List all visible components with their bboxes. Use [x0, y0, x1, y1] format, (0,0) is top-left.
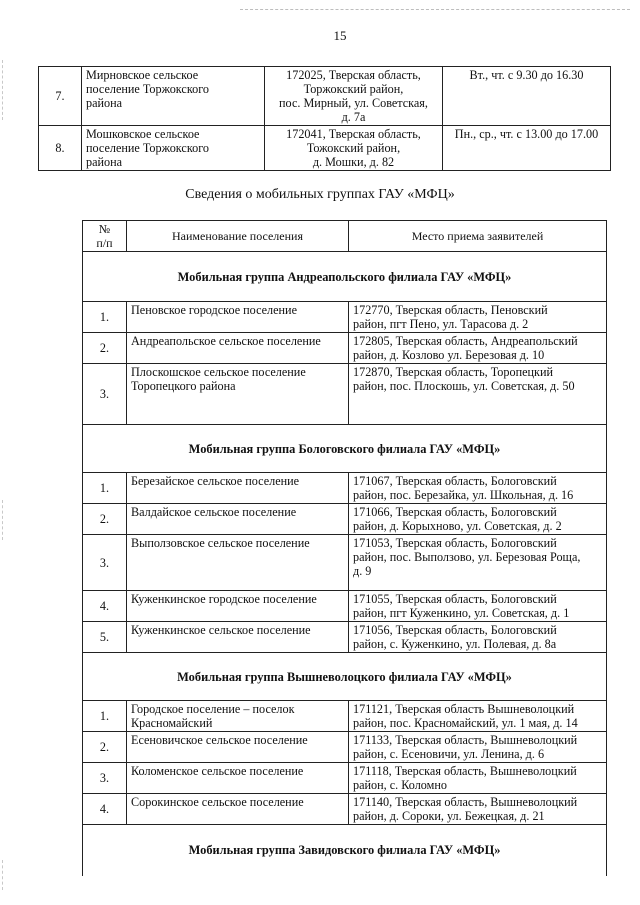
settlement-name-line: Куженкинское сельское поселение	[131, 623, 311, 637]
group-row	[83, 252, 607, 302]
reception-place-line: район, пгт Пено, ул. Тарасова д. 2	[353, 317, 529, 331]
settlement-name	[127, 473, 349, 504]
group-row	[83, 825, 607, 876]
address-line: д. Мошки, д. 82	[312, 155, 395, 169]
row-number: 3.	[83, 364, 127, 425]
scan-edge-left	[2, 60, 3, 120]
settlement-name-line: Красномайский	[131, 716, 213, 730]
row-number: 4.	[83, 794, 127, 825]
group-row	[83, 425, 607, 473]
row-number: 1.	[83, 473, 127, 504]
row-number: 1.	[83, 302, 127, 333]
group-title: Мобильная группа Вышневолоцкого филиала ГАУ «МФЦ»	[83, 653, 607, 701]
table-header-row	[83, 221, 607, 252]
reception-place-line: 171140, Тверская область, Вышневолоцкий	[353, 795, 578, 809]
reception-place-line: район, с. Куженкино, ул. Полевая, д. 8а	[353, 637, 557, 651]
settlement-name	[127, 333, 349, 364]
reception-place	[349, 732, 607, 763]
reception-place	[349, 504, 607, 535]
table-row	[39, 67, 611, 126]
table-row	[83, 333, 607, 364]
header-place: Место приема заявителей	[349, 221, 607, 252]
table-row	[83, 622, 607, 653]
reception-place-line: район, пос. Плоскошь, ул. Советская, д. 50	[353, 379, 575, 393]
header-name: Наименование поселения	[127, 221, 349, 252]
address-line: Тожокский район,	[306, 141, 401, 155]
reception-place	[349, 763, 607, 794]
reception-place-line: 171066, Тверская область, Бологовский	[353, 505, 557, 519]
settlement-name-line: Коломенское сельское поселение	[131, 764, 304, 778]
settlement-name-line: поселение Торжокского	[86, 82, 210, 96]
settlement-name-line: Городское поселение – поселок	[131, 702, 295, 716]
row-number: 5.	[83, 622, 127, 653]
row-number: 2.	[83, 333, 127, 364]
settlement-name-line: Валдайское сельское поселение	[131, 505, 297, 519]
table-row	[83, 535, 607, 591]
settlement-name-line: Сорокинское сельское поселение	[131, 795, 304, 809]
address	[265, 67, 443, 126]
reception-place-line: район, пос. Красномайский, ул. 1 мая, д. 14	[353, 716, 578, 730]
settlement-name-line: района	[86, 96, 123, 110]
reception-place-line: 172770, Тверская область, Пеновский	[353, 303, 548, 317]
settlement-name	[127, 732, 349, 763]
settlement-name-line: района	[86, 155, 123, 169]
reception-place	[349, 535, 607, 591]
row-number: 3.	[83, 535, 127, 591]
reception-place	[349, 701, 607, 732]
reception-place-line: район, пос. Березайка, ул. Школьная, д. 16	[353, 488, 574, 502]
group-row	[83, 653, 607, 701]
reception-place	[349, 364, 607, 425]
row-number: 1.	[83, 701, 127, 732]
group-title: Мобильная группа Андреапольского филиала ГАУ «МФЦ»	[83, 252, 607, 302]
reception-place-line: район, д. Корыхново, ул. Советская, д. 2	[353, 519, 562, 533]
reception-place-line: 172870, Тверская область, Торопецкий	[353, 365, 553, 379]
settlement-name-line: Плоскошское сельское поселение	[131, 365, 306, 379]
row-number: 2.	[83, 504, 127, 535]
table-row	[39, 126, 611, 171]
address-line: пос. Мирный, ул. Советская,	[279, 96, 428, 110]
reception-place-line: 171053, Тверская область, Бологовский	[353, 536, 557, 550]
settlement-name-line: Есеновичское сельское поселение	[131, 733, 308, 747]
row-number: 2.	[83, 732, 127, 763]
table-row	[83, 504, 607, 535]
table-row	[83, 302, 607, 333]
settlement-name-line: Выползовское сельское поселение	[131, 536, 310, 550]
reception-place-line: 172805, Тверская область, Андреапольский	[353, 334, 578, 348]
table-row	[83, 794, 607, 825]
table-row	[83, 763, 607, 794]
table-row	[83, 591, 607, 622]
reception-place-line: 171056, Тверская область, Бологовский	[353, 623, 557, 637]
table-row	[83, 364, 607, 425]
settlement-name-line: поселение Торжокского	[86, 141, 210, 155]
settlement-name	[127, 364, 349, 425]
row-number: 8.	[39, 126, 82, 171]
reception-place-line: 171133, Тверская область, Вышневолоцкий	[353, 733, 578, 747]
settlement-name-line: Торопецкого района	[131, 379, 236, 393]
address-line: 172041, Тверская область,	[286, 127, 421, 141]
reception-place-line: д. 9	[353, 564, 372, 578]
reception-place	[349, 333, 607, 364]
settlement-name	[82, 67, 265, 126]
group-title: Мобильная группа Бологовского филиала ГАУ «МФЦ»	[83, 425, 607, 473]
settlement-name	[127, 763, 349, 794]
scan-edge-left	[2, 500, 3, 540]
reception-place-line: район, пгт Куженкино, ул. Советская, д. 1	[353, 606, 570, 620]
reception-place-line: район, с. Коломно	[353, 778, 447, 792]
reception-place	[349, 302, 607, 333]
reception-place	[349, 794, 607, 825]
page-number: 15	[333, 28, 347, 43]
settlement-name-line: Мошковское сельское	[86, 127, 200, 141]
settlement-name-line: Мирновское сельское	[86, 68, 199, 82]
row-number: 4.	[83, 591, 127, 622]
settlement-name	[127, 302, 349, 333]
section-title: Сведения о мобильных группах ГАУ «МФЦ»	[185, 187, 455, 202]
branch-schedule-table	[38, 66, 611, 171]
table-row	[83, 473, 607, 504]
reception-place-line: район, пос. Выползово, ул. Березовая Роща,	[353, 550, 581, 564]
reception-place	[349, 591, 607, 622]
reception-place-line: район, д. Сороки, ул. Бежецкая, д. 21	[353, 809, 545, 823]
scan-edge-left	[2, 860, 3, 890]
settlement-name	[82, 126, 265, 171]
row-number: 3.	[83, 763, 127, 794]
reception-place-line: 171067, Тверская область, Бологовский	[353, 474, 557, 488]
settlement-name	[127, 591, 349, 622]
mobile-groups-table	[82, 220, 607, 876]
header-num-line: п/п	[96, 236, 113, 250]
header-num	[83, 221, 127, 252]
scan-edge-top	[240, 9, 630, 10]
settlement-name	[127, 622, 349, 653]
reception-place-line: район, д. Козлово ул. Березовая д. 10	[353, 348, 545, 362]
reception-place-line: 171118, Тверская область, Вышневолоцкий	[353, 764, 577, 778]
settlement-name-line: Пеновское городское поселение	[131, 303, 297, 317]
settlement-name	[127, 794, 349, 825]
address-line: Торжокский район,	[303, 82, 404, 96]
settlement-name-line: Березайское сельское поселение	[131, 474, 300, 488]
settlement-name-line: Андреапольское сельское поселение	[131, 334, 321, 348]
reception-place-line: 171055, Тверская область, Бологовский	[353, 592, 557, 606]
reception-place	[349, 622, 607, 653]
address-line: 172025, Тверская область,	[286, 68, 421, 82]
address	[265, 126, 443, 171]
settlement-name-line: Куженкинское городское поселение	[131, 592, 317, 606]
schedule: Вт., чт. с 9.30 до 16.30	[443, 67, 611, 126]
group-title: Мобильная группа Завидовского филиала ГАУ «МФЦ»	[83, 825, 607, 876]
row-number: 7.	[39, 67, 82, 126]
table-row	[83, 732, 607, 763]
header-num-line: №	[98, 222, 111, 236]
address-line: д. 7а	[341, 110, 366, 124]
schedule: Пн., ср., чт. с 13.00 до 17.00	[443, 126, 611, 171]
table-row	[83, 701, 607, 732]
reception-place	[349, 473, 607, 504]
reception-place-line: 171121, Тверская область Вышневолоцкий	[353, 702, 575, 716]
settlement-name	[127, 504, 349, 535]
settlement-name	[127, 535, 349, 591]
reception-place-line: район, с. Есеновичи, ул. Ленина, д. 6	[353, 747, 545, 761]
settlement-name	[127, 701, 349, 732]
